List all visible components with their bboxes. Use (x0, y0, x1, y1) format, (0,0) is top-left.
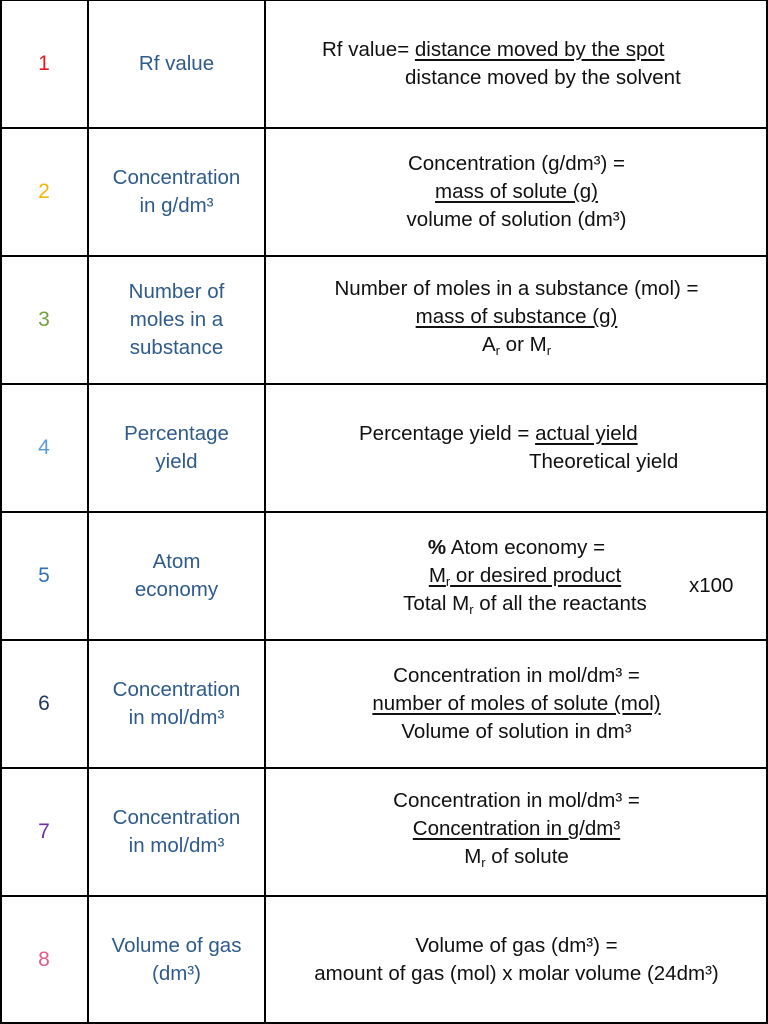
formula-lead: Concentration (g/dm³) = (407, 152, 626, 175)
equation-name-line: (dm³) (152, 962, 201, 985)
formula-denominator: Theoretical yield (529, 450, 679, 473)
equation-name-line: in g/dm³ (139, 194, 214, 217)
equation-formula (265, 640, 768, 768)
row-number: 4 (38, 436, 50, 459)
equation-name-line: Percentage (124, 422, 229, 445)
equation-name-line: Concentration (112, 806, 241, 829)
table-row (0, 256, 768, 384)
formula-lead: % Atom economy = (427, 536, 606, 559)
formula-numerator: $M_r$ or desired product (428, 564, 622, 589)
table-row (0, 768, 768, 896)
equation-name (88, 896, 265, 1024)
formula-numerator: mass of solute (g) (435, 180, 598, 203)
grid-line (0, 383, 768, 385)
equation-name (88, 640, 265, 768)
equation-name-line: economy (134, 578, 219, 601)
formula-denominator: distance moved by the solvent (405, 66, 681, 89)
equation-name-line: Atom (152, 550, 201, 573)
formula-denominator: amount of gas (mol) x molar volume (24dm³) (314, 962, 719, 985)
equation-name-line: in mol/dm³ (128, 706, 225, 729)
row-number: 8 (38, 948, 50, 971)
equation-name-line: Number of (128, 280, 225, 303)
equation-name-line: in mol/dm³ (128, 834, 225, 857)
formula-denominator: $M_r$ of solute (464, 845, 569, 870)
equation-name-line: substance (129, 336, 224, 359)
equation-formula (265, 256, 768, 384)
formula-lead: Percentage yield = (359, 422, 536, 445)
grid-line (0, 767, 768, 769)
row-number: 2 (38, 180, 50, 203)
equation-name (88, 128, 265, 256)
equation-formula (265, 512, 768, 640)
formula-numerator: Concentration in g/dm³ (412, 817, 621, 840)
equation-name (88, 0, 265, 128)
grid-line (0, 0, 768, 1)
table-row (0, 896, 768, 1024)
grid-line (0, 511, 768, 513)
equation-name-line: Concentration (112, 166, 241, 189)
formula-denominator: Total $M_r$ of all the reactants (403, 592, 647, 617)
formula-denominator: Volume of solution in dm³ (401, 720, 632, 743)
equation-name (88, 512, 265, 640)
formula-denominator: $A_r$ or $M_r$ (481, 333, 552, 358)
equation-name-line: moles in a (129, 308, 224, 331)
grid-line (0, 127, 768, 129)
formula-lead: Number of moles in a substance (mol) = (334, 277, 699, 300)
equation-formula (265, 0, 768, 128)
equation-name-line: Rf value (138, 52, 215, 75)
grid-line (0, 255, 768, 257)
table-row (0, 512, 768, 640)
formula-lead: Concentration in mol/dm³ = (393, 664, 640, 687)
equation-formula (265, 896, 768, 1024)
table-row (0, 640, 768, 768)
equation-formula (265, 768, 768, 896)
equation-formula (265, 384, 768, 512)
formula-numerator: number of moles of solute (mol) (372, 692, 661, 715)
formula-lead: Rf value= (322, 38, 415, 61)
formula-lead: Concentration in mol/dm³ = (393, 789, 640, 812)
equation-name-line: Concentration (112, 678, 241, 701)
formula-multiplier: x100 (689, 574, 734, 597)
formula-numerator: mass of substance (g) (415, 305, 618, 328)
equation-formula (265, 128, 768, 256)
formula-lead: Volume of gas (dm³) = (415, 934, 618, 957)
row-number: 7 (38, 820, 50, 843)
formula-numerator: actual yield (535, 422, 638, 445)
equation-name (88, 384, 265, 512)
equation-name (88, 768, 265, 896)
grid-line (0, 639, 768, 641)
formula-numerator: distance moved by the spot (414, 38, 665, 61)
equation-name-line: yield (155, 450, 198, 473)
equation-name (88, 256, 265, 384)
grid-line (0, 895, 768, 897)
table-row (0, 384, 768, 512)
equation-name-line: Volume of gas (111, 934, 242, 957)
row-number: 3 (38, 308, 50, 331)
table-row (0, 0, 768, 128)
formula-denominator: volume of solution (dm³) (406, 208, 627, 231)
row-number: 1 (38, 52, 50, 75)
row-number: 6 (38, 692, 50, 715)
row-number: 5 (38, 564, 50, 587)
table-row (0, 128, 768, 256)
